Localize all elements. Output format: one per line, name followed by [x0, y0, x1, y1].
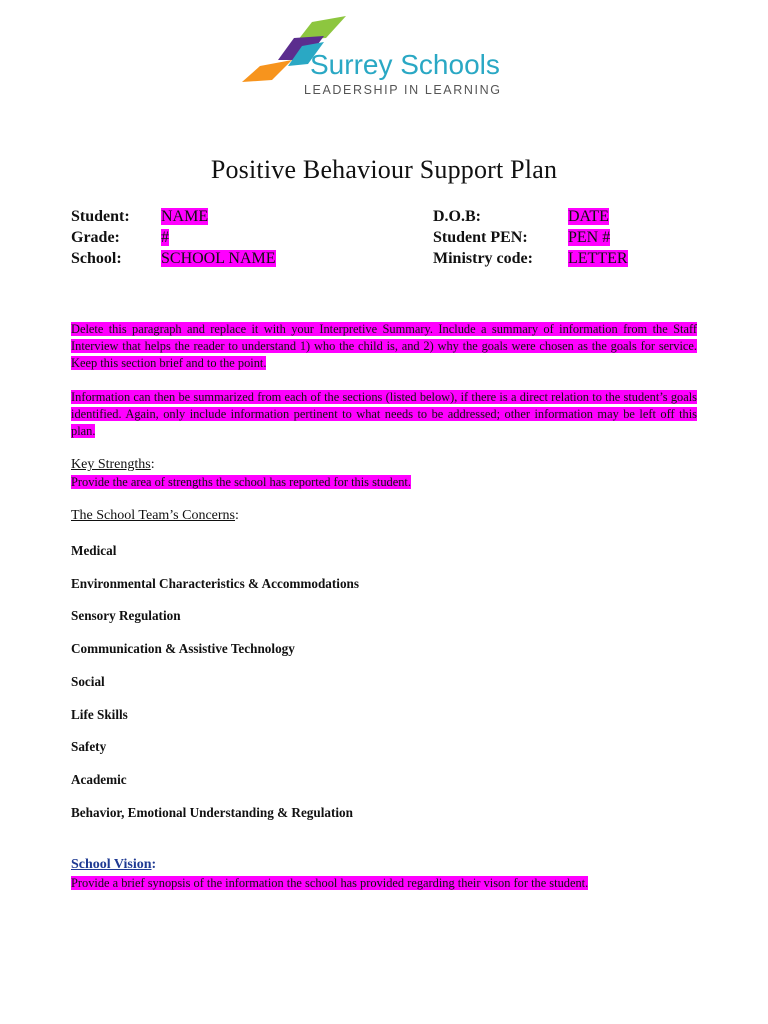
- student-row: [71, 206, 276, 227]
- school-value: SCHOOL NAME: [161, 250, 276, 267]
- logo-mark-icon: [242, 16, 532, 100]
- student-label: Student:: [71, 208, 130, 225]
- ministry-value: LETTER: [568, 250, 628, 267]
- logo-brand: Surrey Schools: [310, 49, 500, 80]
- concern-item: Environmental Characteristics & Accommodations: [71, 576, 360, 591]
- student-value: NAME: [161, 208, 209, 225]
- logo-tagline: LEADERSHIP IN LEARNING: [304, 83, 502, 97]
- concern-item: Life Skills: [71, 707, 128, 722]
- concerns-heading: The School Team’s Concerns:: [71, 508, 239, 523]
- school-label: School:: [71, 250, 122, 267]
- grade-label: Grade:: [71, 229, 120, 246]
- dob-row: [433, 206, 628, 227]
- dob-label: D.O.B:: [433, 208, 481, 225]
- key-strengths-heading: Key Strengths:: [71, 457, 155, 472]
- interpretive-summary-paragraph: Delete this paragraph and replace it with your Interpretive Summary. Include a summary of information from the Staff Interview that helps the reader to understand 1) who the child is, and 2) why the goals were chosen as the goals for service. Keep this section brief and to the point.: [71, 322, 697, 370]
- ministry-label: Ministry code:: [433, 250, 533, 267]
- concern-item: Behavior, Emotional Understanding & Regulation: [71, 805, 353, 820]
- school-row: [71, 248, 276, 269]
- school-vision-heading: School Vision:: [71, 857, 157, 872]
- grade-row: [71, 227, 276, 248]
- pen-label: Student PEN:: [433, 229, 528, 246]
- grade-value: #: [161, 229, 169, 246]
- key-strengths-text: Provide the area of strengths the school has reported for this student.: [71, 475, 411, 489]
- page-title: Positive Behaviour Support Plan: [210, 155, 558, 184]
- concern-item: Communication & Assistive Technology: [71, 641, 295, 656]
- concern-item: Medical: [71, 543, 117, 558]
- pen-row: [433, 227, 628, 248]
- dob-value: DATE: [568, 208, 609, 225]
- school-vision-text: Provide a brief synopsis of the information the school has provided regarding their vison for the student.: [71, 876, 589, 890]
- sections-summary-paragraph: Information can then be summarized from each of the sections (listed below), if there is a direct relation to the student’s goals identified. Again, only include information pertinent to what needs to be addressed; other information may be left off this plan.: [71, 390, 697, 438]
- concern-item: Social: [71, 674, 105, 689]
- surrey-schools-logo: [242, 16, 532, 100]
- pen-value: PEN #: [568, 229, 611, 246]
- concern-item: Safety: [71, 739, 107, 754]
- concern-item: Sensory Regulation: [71, 608, 181, 623]
- info-left: [71, 206, 276, 269]
- concern-item: Academic: [71, 772, 127, 787]
- info-right: [433, 206, 628, 269]
- ministry-row: [433, 248, 628, 269]
